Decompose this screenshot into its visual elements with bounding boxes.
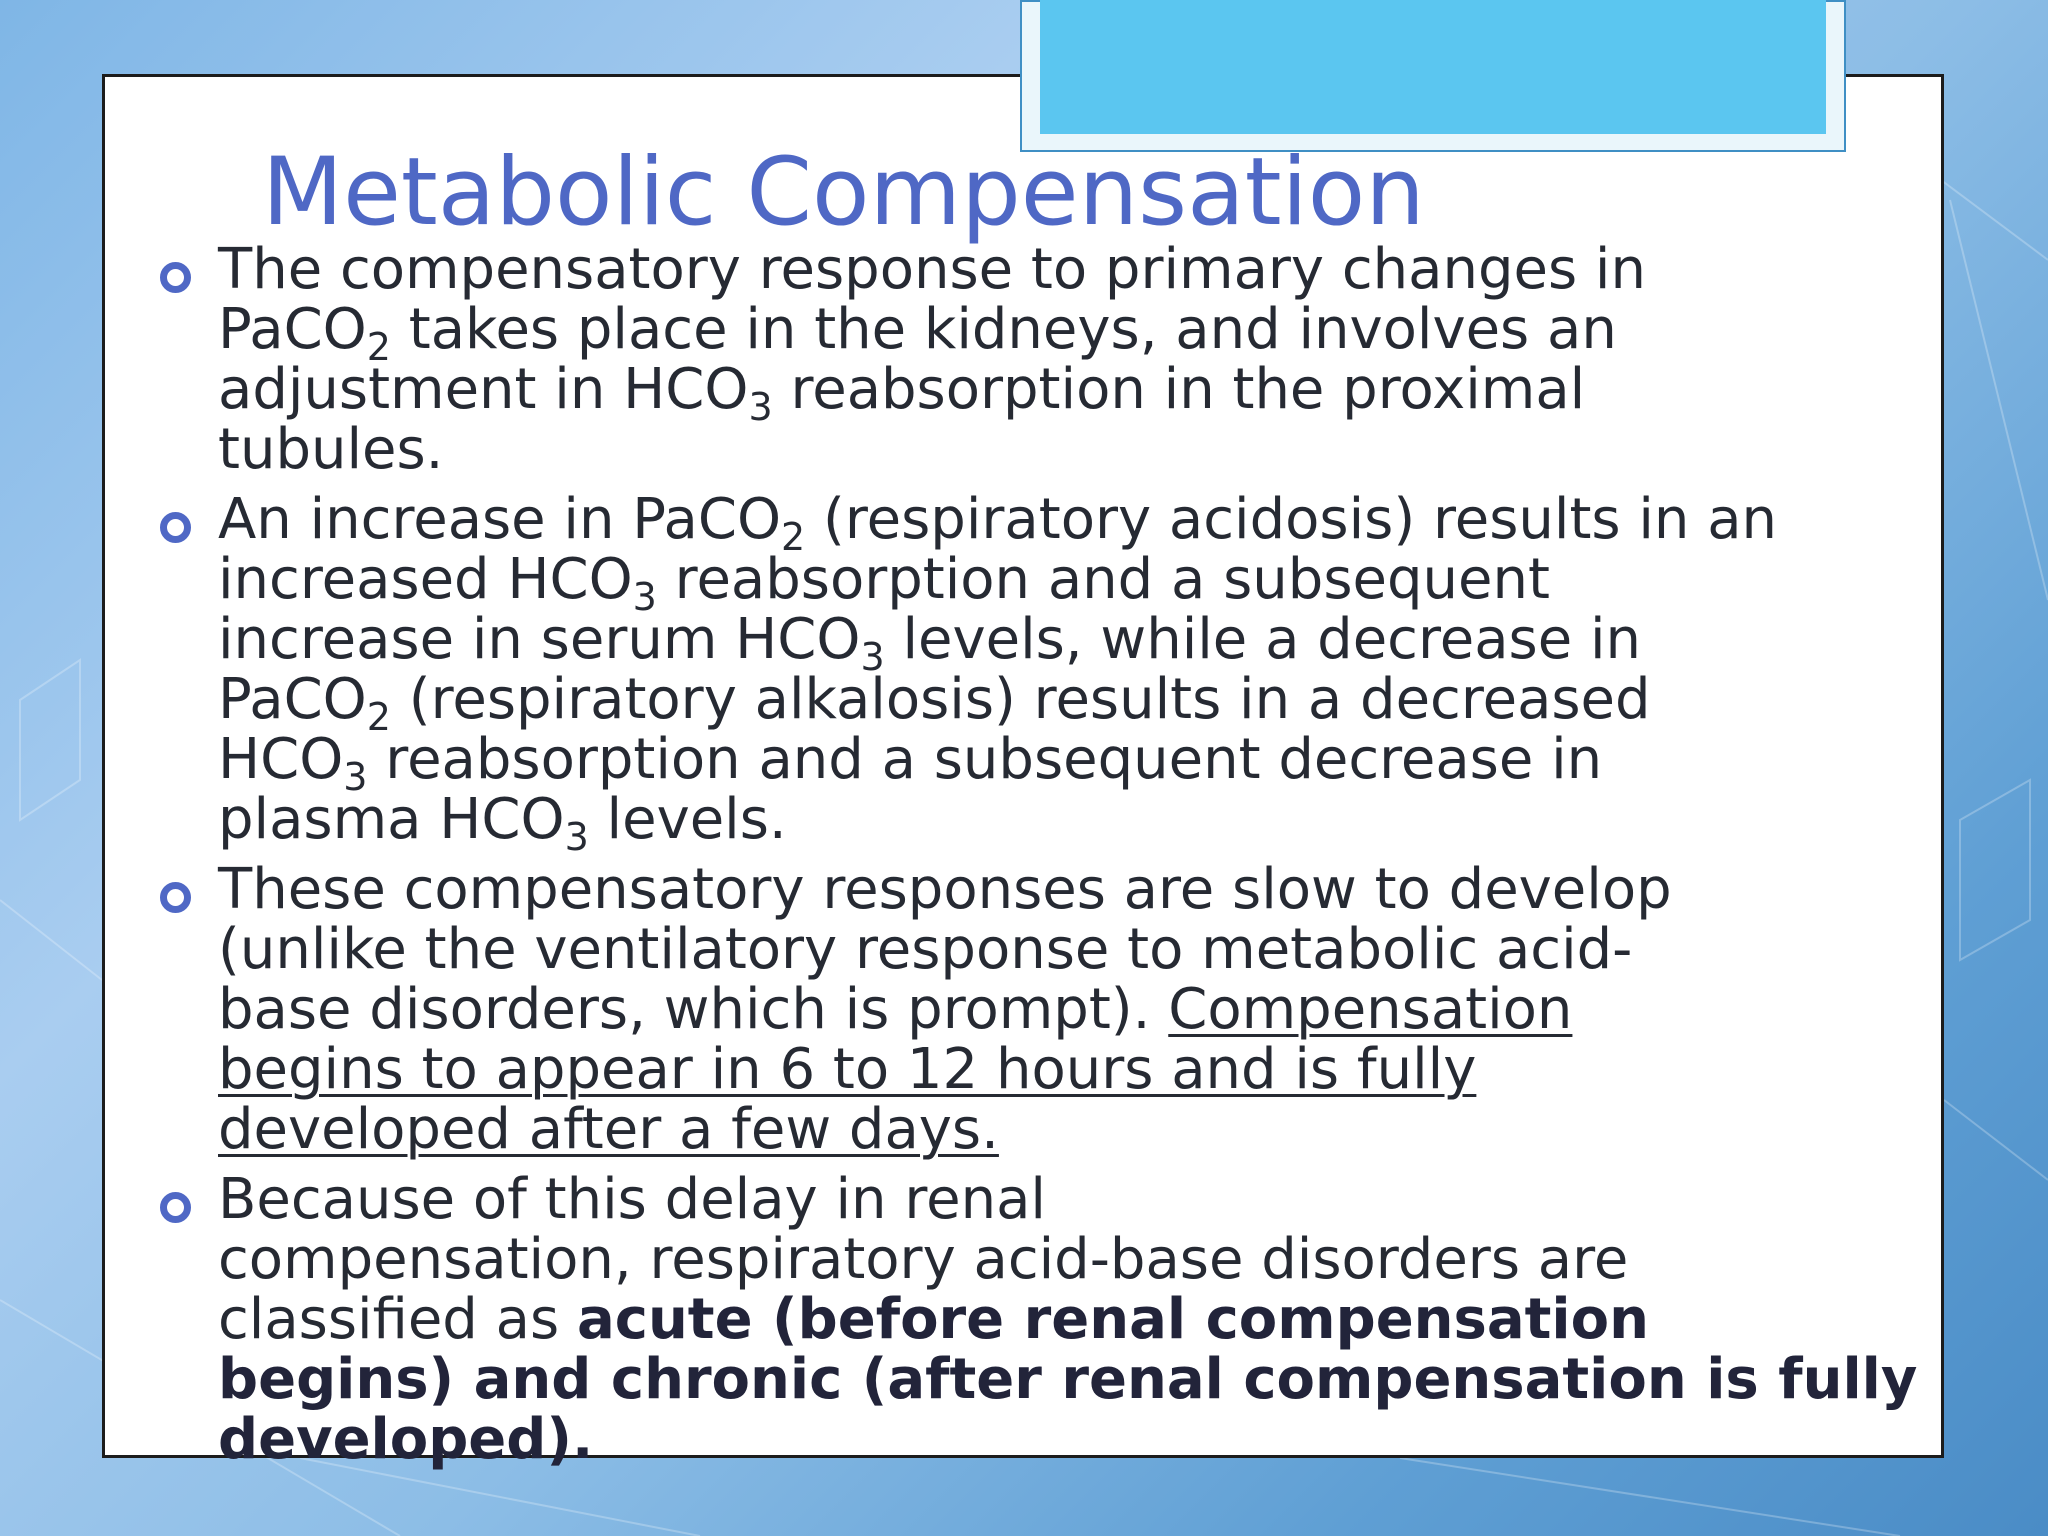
bullet-line: PaCO$_2$ takes place in the kidneys, and involves an xyxy=(218,297,1617,369)
subscript: 2 xyxy=(366,695,391,739)
bullet-line: increase in serum $HCO_3$ levels, while a decrease in xyxy=(218,607,1642,679)
subscript: 3 xyxy=(564,815,589,859)
bold-text: begins) and chronic (after renal compensation is fully xyxy=(218,1347,1918,1412)
bullet-line xyxy=(218,1407,1880,1472)
bullet-text xyxy=(218,487,1880,859)
subscript: 3 xyxy=(632,575,657,619)
subscript: 3 xyxy=(748,385,773,429)
bullet-text xyxy=(218,237,1880,482)
underlined-text: developed after a few days. xyxy=(218,1097,999,1162)
bullet-circle-icon xyxy=(160,262,191,293)
bullet-line xyxy=(218,1097,1880,1162)
bullet-item xyxy=(156,487,1880,859)
bullet-text xyxy=(218,1167,1918,1472)
subscript: 3 xyxy=(343,755,368,799)
bullet-line: base disorders, which is prompt). Compensation xyxy=(218,977,1573,1042)
subscript: 2 xyxy=(366,325,391,369)
bullet-line xyxy=(218,1347,1918,1412)
bullet-line: plasma $HCO_3$ levels. xyxy=(218,787,787,859)
bullet-line: PaCO$_2$ (respiratory alkalosis) results in a decreased xyxy=(218,667,1651,739)
bullet-line: adjustment in $HCO_3$ reabsorption in the proximal xyxy=(218,357,1586,429)
bullet-circle-icon xyxy=(160,882,191,913)
bullet-item xyxy=(156,237,1880,482)
bullet-item xyxy=(156,1167,1918,1472)
bullet-line: classified as acute (before renal compensation xyxy=(218,1287,1649,1352)
bullet-line: An increase in PaCO$_2$ (respiratory acidosis) results in an xyxy=(218,487,1778,559)
bullet-line: increased $HCO_3$ reabsorption and a subsequent xyxy=(218,547,1550,619)
bullet-list xyxy=(156,237,1918,1480)
underlined-text: Compensation xyxy=(1168,977,1573,1042)
subscript: 2 xyxy=(781,515,806,559)
accent-box xyxy=(1040,0,1826,134)
bullet-line: These compensatory responses are slow to develop xyxy=(218,857,1672,922)
bold-text: acute (before renal compensation xyxy=(576,1287,1649,1352)
bullet-line: The compensatory response to primary changes in xyxy=(218,237,1646,302)
underlined-text: begins to appear in 6 to 12 hours and is fully xyxy=(218,1037,1477,1102)
bullet-circle-icon xyxy=(160,1192,191,1223)
bullet-line: compensation, respiratory acid-base disorders are xyxy=(218,1227,1629,1292)
bullet-text xyxy=(218,857,1880,1162)
bold-text: developed). xyxy=(218,1407,594,1472)
bullet-line xyxy=(218,1037,1880,1102)
bullet-circle-icon xyxy=(160,512,191,543)
subscript: 3 xyxy=(860,635,885,679)
bullet-line: $HCO_3$ reabsorption and a subsequent decrease in xyxy=(218,727,1603,799)
slide-title: Metabolic Compensation xyxy=(262,138,1425,247)
bullet-item xyxy=(156,857,1880,1162)
bullet-line: (unlike the ventilatory response to metabolic acid- xyxy=(218,917,1633,982)
bullet-line: tubules. xyxy=(218,417,444,482)
bullet-line: Because of this delay in renal xyxy=(218,1167,1046,1232)
